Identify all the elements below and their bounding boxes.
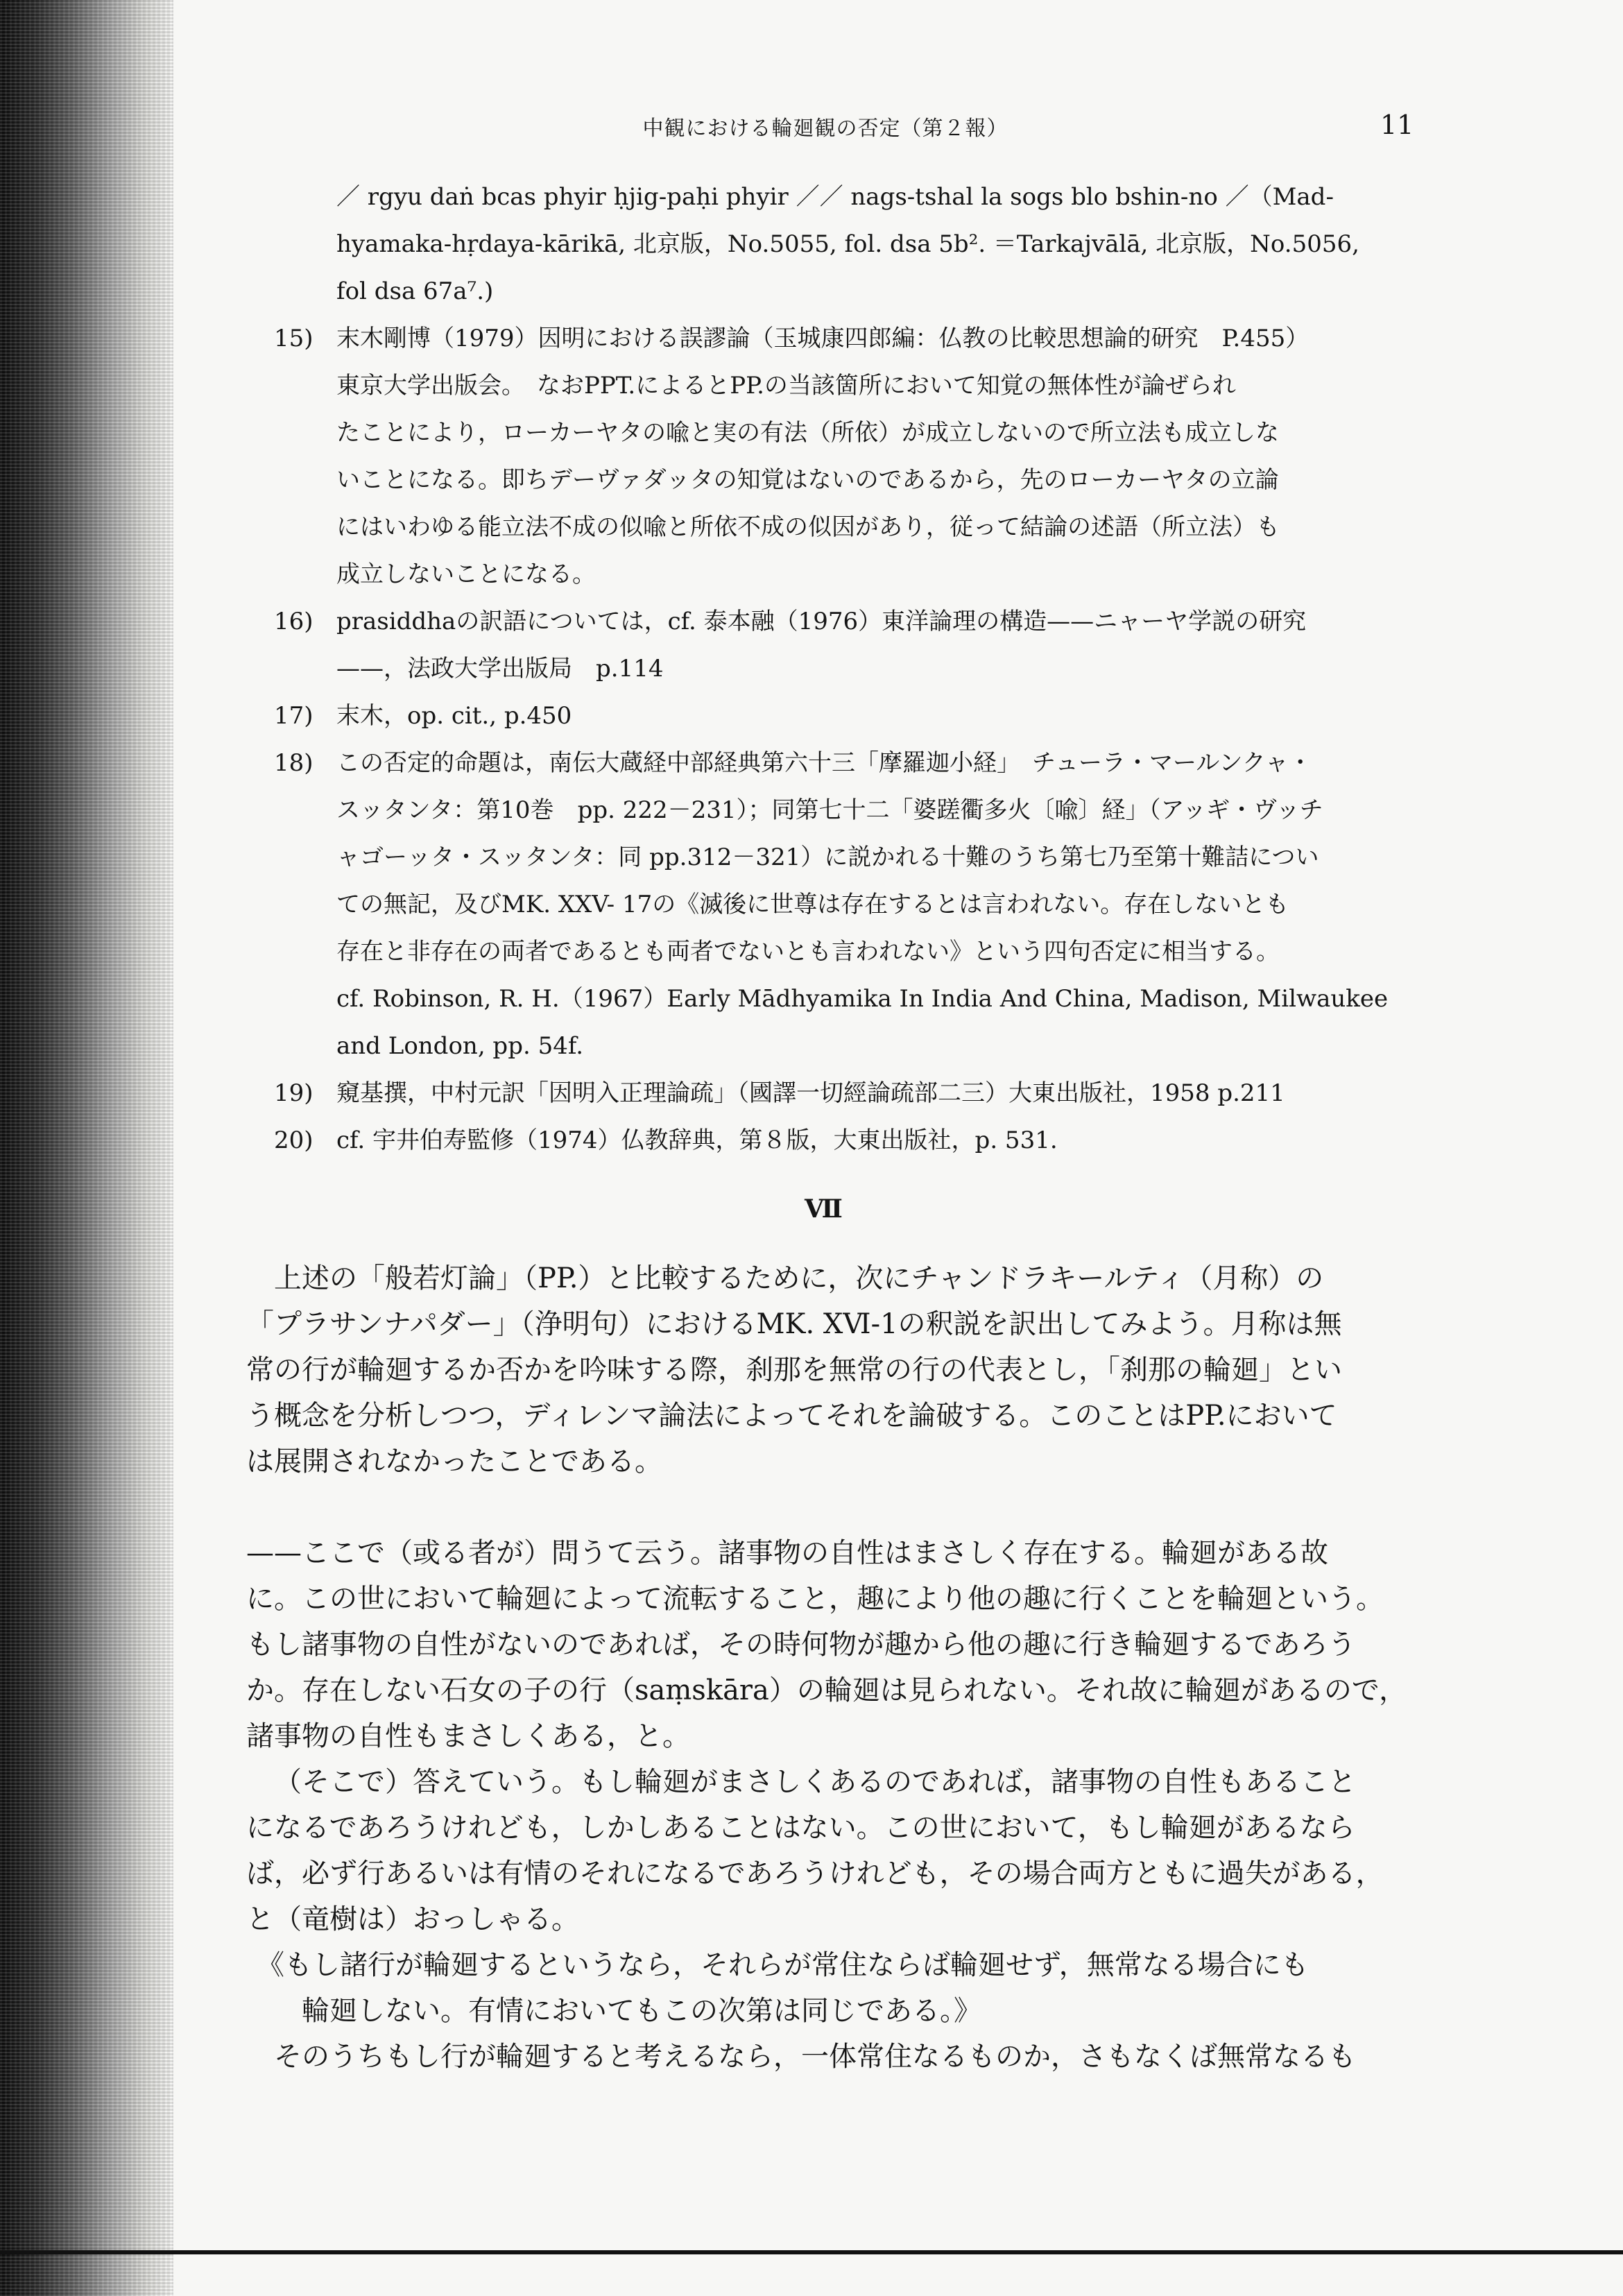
note-20: [274, 1117, 1418, 1164]
body-line: に。この世において輪廻によって流転すること，趣により他の趣に行くことを輪廻という。: [246, 1583, 1384, 1615]
note-19: [274, 1070, 1418, 1117]
paragraph-1: [246, 1256, 1425, 1484]
note-line: cf. Robinson, R. H.（1967）Early Mādhyamika In India And China, Madison, Milwaukee: [336, 985, 1389, 1013]
note-line: にはいわゆる能立法不成の似喩と所依不成の似因があり，従って結論の述語（所立法）も: [336, 513, 1280, 541]
quote-line: 《もし諸行が輪廻するというなら，それらが常住ならば輪廻せず，無常なる場合にも: [257, 1949, 1309, 1981]
body-line: 諸事物の自性もまさしくある，と。: [246, 1720, 690, 1752]
note-number: 18): [274, 749, 314, 777]
note-line: and London, pp. 54f.: [336, 1032, 584, 1060]
body-line: は展開されなかったことである。: [246, 1446, 662, 1477]
note-16: [274, 598, 1418, 692]
main-body: [246, 1256, 1425, 2080]
note-line: 東京大学出版会。 なおPPT.によるとPP.の当該箇所において知覚の無体性が論ぜられ: [336, 372, 1236, 400]
note-line: 窺基撰，中村元訳「因明入正理論疏」（國譯一切經論疏部二三）大東出版社，1958 p.211: [336, 1079, 1285, 1107]
body-line: 「プラサンナパダー」（浄明句）におけるMK. XⅥ-1の釈説を訳出してみよう。月称は無: [246, 1308, 1342, 1340]
note-line: たことにより，ローカーヤタの喩と実の有法（所依）が成立しないので所立法も成立しな: [336, 419, 1279, 447]
body-line: と（竜樹は）おっしゃる。: [246, 1903, 579, 1935]
note-continuation: [274, 173, 1418, 315]
note-17: [274, 692, 1418, 739]
note-line: ——，法政大学出版局 p.114: [336, 655, 664, 683]
note-line: cf. 宇井伯寿監修（1974）仏教辞典，第８版，大東出版社，p. 531.: [336, 1126, 1058, 1154]
note-line: 成立しないことになる。: [336, 560, 596, 588]
bottom-rule: [0, 2250, 1623, 2254]
note-line: スッタンタ：第10巻 pp. 222－231）；同第七十二「婆蹉衢多火〔喩〕経」（アッギ・ヴッチ: [336, 796, 1323, 824]
body-line: （そこで）答えていう。もし輪廻がまさしくあるのであれば，諸事物の自性もあること: [274, 1766, 1356, 1798]
note-number: 17): [274, 702, 314, 730]
footnotes: [274, 173, 1418, 1164]
note-line: ャゴーッタ・スッタンタ：同 pp.312－321）に説かれる十難のうち第七乃至第十難詰につい: [336, 843, 1319, 871]
body-line: ば，必ず行あるいは有情のそれになるであろうけれども，その場合両方ともに過失がある，: [246, 1858, 1384, 1890]
body-line: う概念を分析しつつ，ディレンマ論法によってそれを論破する。このことはPP.において: [246, 1400, 1337, 1432]
body-line: もし諸事物の自性がないのであれば，その時何物が趣から他の趣に行き輪廻するであろう: [246, 1629, 1356, 1661]
note-number: 19): [274, 1079, 314, 1107]
note-line: prasiddhaの訳語については，cf. 泰本融（1976）東洋論理の構造——ニャーヤ学説の研究: [336, 608, 1307, 635]
quote-line: 輪廻しない。有情においてもこの次第は同じである。》: [302, 1995, 981, 2027]
body-line: になるであろうけれども，しかしあることはない。この世において，もし輪廻があるなら: [246, 1812, 1355, 1844]
note-line: 末木剛博（1979）因明における誤謬論（玉城康四郎編：仏教の比較思想論的研究 P.455）: [336, 325, 1309, 352]
paragraph-3: [246, 1759, 1425, 1942]
note-line: この否定的命題は，南伝大蔵経中部経典第六十三「摩羅迦小経」 チューラ・マールンクャ・: [336, 749, 1312, 777]
body-line: そのうちもし行が輪廻すると考えるなら，一体常住なるものか，さもなくば無常なるも: [274, 2041, 1356, 2073]
note-number: 15): [274, 325, 314, 352]
paragraph-2: [246, 1530, 1425, 1759]
note-15: [274, 315, 1418, 598]
running-header: 中観における輪廻観の否定（第２報）: [642, 117, 1008, 141]
page-number: 11: [1380, 110, 1414, 140]
note-line: 末木，op. cit., p.450: [336, 702, 572, 730]
note-line: ／ rgyu daṅ bcas phyir ḥjig-paḥi phyir ／／ nags-tshal la sogs blo bshin-no ／（Mad-: [336, 183, 1334, 211]
note-line: ての無記，及びMK. XXV- 17の《滅後に世尊は存在するとは言われない。存在しないとも: [336, 891, 1289, 918]
note-line: fol dsa 67a⁷.): [336, 277, 494, 305]
note-number: 20): [274, 1126, 314, 1154]
note-line: 存在と非存在の両者であるとも両者でないとも言われない》という四句否定に相当する。: [336, 938, 1280, 966]
paragraph-4: [246, 2034, 1425, 2080]
note-line: いことになる。即ちデーヴァダッタの知覚はないのであるから，先のローカーヤタの立論: [336, 466, 1279, 494]
note-number: 16): [274, 608, 314, 635]
body-line: 上述の「般若灯論」（PP.）と比較するために，次にチャンドラキールティ（月称）の: [274, 1262, 1324, 1294]
paragraph-gap: [246, 1484, 1425, 1530]
binding-grain-texture: [0, 0, 173, 2296]
body-line: ——ここで（或る者が）問うて云う。諸事物の自性はまさしく存在する。輪廻がある故: [246, 1537, 1328, 1569]
section-heading: Ⅶ: [805, 1194, 843, 1224]
body-line: か。存在しない石女の子の行（saṃskāra）の輪廻は見られない。それ故に輪廻があるので，: [246, 1674, 1407, 1706]
verse-quote: [246, 1942, 1425, 2034]
note-line: hyamaka-hṛdaya-kārikā, 北京版，No.5055, fol. dsa 5b². ＝Tarkajvālā, 北京版，No.5056,: [336, 230, 1359, 258]
note-18: [274, 739, 1418, 1070]
body-line: 常の行が輪廻するか否かを吟味する際，刹那を無常の行の代表とし，「刹那の輪廻」とい: [246, 1354, 1342, 1386]
